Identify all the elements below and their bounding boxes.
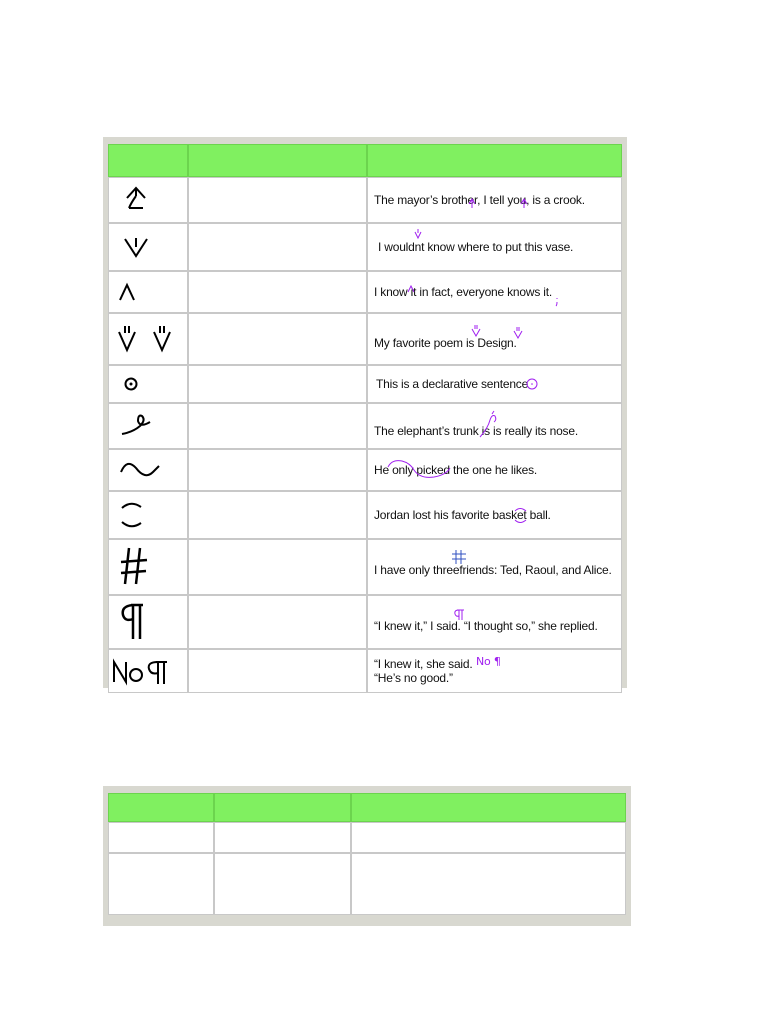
- example-text: He only picked the one he likes.: [374, 463, 538, 477]
- example-text: My favorite poem is Design.: [374, 336, 517, 350]
- example-text: I have only threefriends: Ted, Raoul, and Alice.: [374, 563, 612, 577]
- example-cell: [367, 271, 622, 313]
- table-row: [108, 491, 622, 539]
- example-text-line1: “I knew it, she said.: [374, 657, 473, 671]
- table-row: [108, 177, 622, 223]
- table-row: [108, 365, 622, 403]
- meaning-cell: [188, 649, 367, 693]
- meaning-cell: [188, 403, 367, 449]
- example-text: I wouldnt know where to put this vase.: [378, 240, 574, 254]
- example-text: I know it in fact, everyone knows it.: [374, 285, 553, 299]
- table-row: [108, 822, 626, 853]
- insert-caret-icon: [108, 271, 188, 313]
- example-text-line2: “He’s no good.”: [374, 671, 453, 685]
- table-cell: [351, 822, 626, 853]
- table-row: [108, 449, 622, 491]
- example-cell: [367, 223, 622, 271]
- example-text: Jordan lost his favorite basket ball.: [374, 508, 551, 522]
- meaning-cell: [188, 449, 367, 491]
- insert-period-icon: [108, 365, 188, 403]
- meaning-cell: [188, 595, 367, 649]
- meaning-cell: [188, 177, 367, 223]
- close-up-icon: [108, 491, 188, 539]
- delete-icon: [108, 403, 188, 449]
- example-text: The mayor’s brother, I tell you, is a crook.: [374, 193, 585, 207]
- example-text: “I knew it,” I said. “I thought so,” she replied.: [374, 619, 598, 633]
- meaning-cell: [188, 223, 367, 271]
- table-row: [108, 595, 622, 649]
- table-row: [108, 271, 622, 313]
- table-row: [108, 223, 622, 271]
- example-cell: [367, 649, 622, 693]
- header-cell-example: [367, 144, 622, 177]
- second-table: [108, 793, 626, 915]
- transpose-icon: [108, 449, 188, 491]
- table-cell: [351, 853, 626, 915]
- table-cell: [214, 853, 351, 915]
- header-cell-symbol: [108, 144, 188, 177]
- insert-quotation-marks-icon: [108, 313, 188, 365]
- table-cell: [108, 853, 214, 915]
- header-cell: [214, 793, 351, 822]
- table-row: [108, 403, 622, 449]
- table-row: [108, 313, 622, 365]
- example-cell: [367, 177, 622, 223]
- no-paragraph-icon: [108, 649, 188, 693]
- header-cell: [351, 793, 626, 822]
- example-cell: [367, 313, 622, 365]
- header-cell-meaning: [188, 144, 367, 177]
- meaning-cell: [188, 313, 367, 365]
- table-row: [108, 539, 622, 595]
- insert-space-icon: [108, 539, 188, 595]
- insert-apostrophe-icon: [108, 223, 188, 271]
- example-cell: [367, 365, 622, 403]
- example-text: The elephant’s trunk is is really its nose.: [374, 424, 578, 438]
- second-table-frame: [103, 786, 631, 926]
- example-cell: [367, 491, 622, 539]
- table-row: [108, 853, 626, 915]
- table-header-row: [108, 144, 622, 177]
- meaning-cell: [188, 491, 367, 539]
- table-header-row: [108, 793, 626, 822]
- example-text: This is a declarative sentence: [376, 377, 529, 391]
- meaning-cell: [188, 365, 367, 403]
- example-cell: [367, 449, 622, 491]
- header-cell: [108, 793, 214, 822]
- proofreading-marks-table: [108, 144, 622, 693]
- no-paragraph-annotation: No ¶: [476, 655, 501, 668]
- table-row: [108, 649, 622, 693]
- meaning-cell: [188, 539, 367, 595]
- example-cell: [367, 595, 622, 649]
- new-paragraph-icon: [108, 595, 188, 649]
- example-cell: [367, 539, 622, 595]
- table-cell: [214, 822, 351, 853]
- table-cell: [108, 822, 214, 853]
- proofreading-marks-table-frame: [103, 137, 627, 688]
- example-cell: [367, 403, 622, 449]
- meaning-cell: [188, 271, 367, 313]
- insert-comma-icon: [108, 177, 188, 223]
